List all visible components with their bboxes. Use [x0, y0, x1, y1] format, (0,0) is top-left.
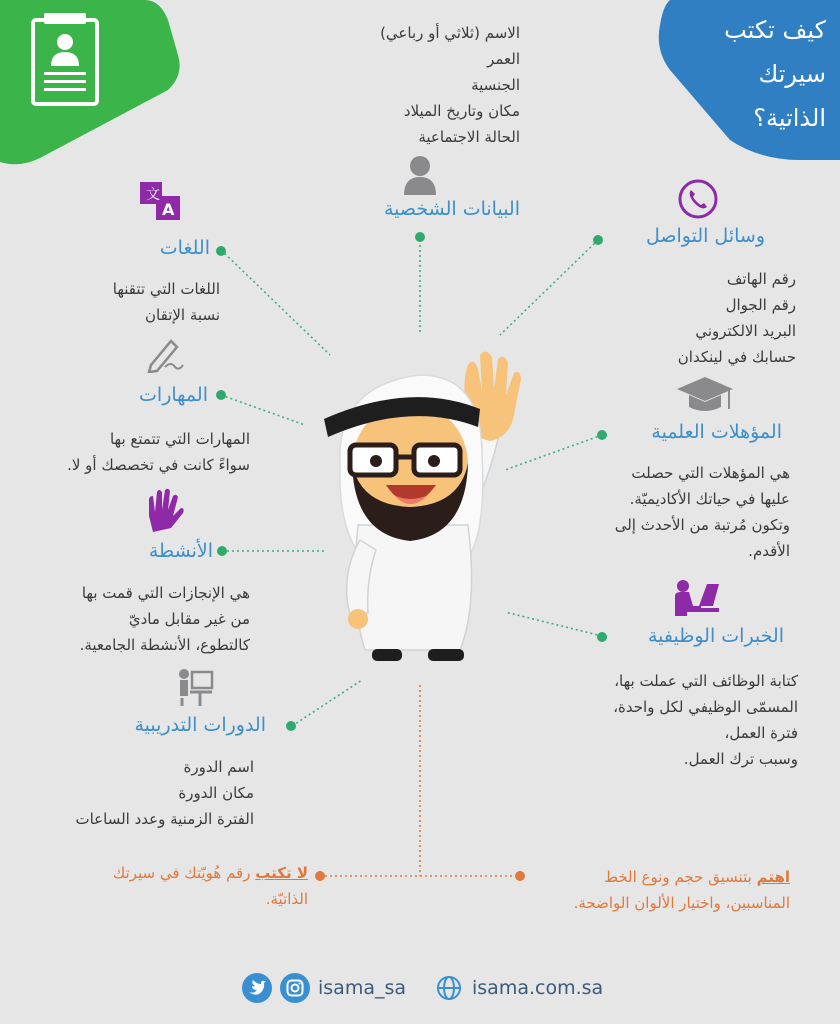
list-item: اللغات التي تتقنها — [112, 280, 220, 298]
note-left-text: رقم هُويّتك في سيرتك — [112, 864, 256, 882]
title-panel — [650, 0, 840, 160]
contact-dot — [593, 235, 603, 245]
list-item: كالتطوع، الأنشطة الجامعية. — [79, 636, 250, 654]
activities-list — [80, 580, 250, 658]
activities-dot — [217, 546, 227, 556]
languages-list — [113, 276, 220, 328]
experience-heading: الخبرات الوظيفية — [647, 625, 784, 647]
list-item: الأقدم. — [748, 542, 790, 560]
graduation-cap-icon — [675, 375, 735, 417]
list-item: الحالة الاجتماعية — [418, 128, 520, 146]
experience-list — [613, 668, 798, 772]
note-right — [574, 864, 790, 916]
laptop-user-icon — [673, 578, 721, 618]
qualifications-heading: المؤهلات العلمية — [651, 421, 782, 443]
personal-dot — [415, 232, 425, 242]
qualifications-dot — [597, 430, 607, 440]
contact-heading: وسائل التواصل — [645, 225, 765, 247]
list-item: فترة العمل، — [724, 724, 798, 742]
note-right-emphasis: اهتم — [756, 868, 790, 886]
pen-icon — [145, 335, 185, 373]
list-item: وسبب ترك العمل. — [683, 750, 798, 768]
contact-list — [678, 266, 796, 370]
list-item: البريد الالكتروني — [695, 322, 796, 340]
list-item: الجنسية — [471, 76, 520, 94]
languages-dot — [216, 246, 226, 256]
list-item: العمر — [487, 50, 520, 68]
note-left — [113, 860, 308, 912]
note-left-emphasis: لا تكتب — [255, 864, 308, 882]
character-illustration — [310, 345, 530, 675]
footer-social — [242, 973, 406, 1003]
list-item: رقم الجوال — [725, 296, 796, 314]
list-item: هي المؤهلات التي حصلت — [631, 464, 790, 482]
languages-heading: اللغات — [159, 237, 210, 259]
list-item: نسبة الإتقان — [145, 306, 220, 324]
skills-heading: المهارات — [139, 384, 208, 406]
globe-icon — [436, 975, 462, 1001]
list-item: هي الإنجازات التي قمت بها — [81, 584, 250, 602]
training-icon — [178, 668, 214, 706]
courses-heading: الدورات التدريبية — [134, 714, 266, 736]
instagram-icon[interactable] — [280, 973, 310, 1003]
list-item: الفترة الزمنية وعدد الساعات — [75, 810, 254, 828]
qualifications-list — [615, 460, 790, 564]
person-icon — [402, 155, 438, 195]
list-item: المسمّى الوظيفي لكل واحدة، — [613, 698, 798, 716]
page-title — [724, 8, 826, 140]
svg-text:文: 文 — [146, 187, 160, 203]
skills-list — [67, 426, 250, 478]
social-handle[interactable]: isama_sa — [318, 977, 407, 999]
courses-list — [75, 754, 254, 832]
experience-dot — [597, 632, 607, 642]
activities-heading: الأنشطة — [148, 540, 213, 562]
hands-icon — [143, 486, 187, 534]
list-item: المهارات التي تتمتع بها — [109, 430, 250, 448]
note-right-text: بتنسيق حجم ونوع الخط — [604, 868, 757, 886]
courses-dot — [286, 721, 296, 731]
list-item: مكان وتاريخ الميلاد — [403, 102, 520, 120]
note-right-line2: المناسبين، واختيار الألوان الواضحة. — [573, 894, 790, 912]
title-line-1: كيف تكتب — [724, 16, 826, 44]
skills-dot — [216, 390, 226, 400]
list-item: من غير مقابل ماديّ — [128, 610, 250, 628]
title-line-2: سيرتك — [758, 60, 826, 88]
corner-decoration — [0, 0, 180, 165]
note-left-line2: الذاتيّة. — [265, 890, 308, 908]
svg-text:A: A — [162, 200, 175, 219]
twitter-icon[interactable] — [242, 973, 272, 1003]
note-left-dot — [315, 871, 325, 881]
translate-icon — [138, 180, 182, 222]
footer-website — [436, 975, 603, 1001]
list-item: كتابة الوظائف التي عملت بها، — [614, 672, 798, 690]
list-item: حسابك في لينكدان — [677, 348, 796, 366]
list-item: عليها في حياتك الأكاديميّة. — [629, 490, 790, 508]
personal-list — [380, 20, 520, 150]
note-right-dot — [515, 871, 525, 881]
list-item: اسم الدورة — [183, 758, 254, 776]
list-item: رقم الهاتف — [726, 270, 796, 288]
list-item: وتكون مُرتبة من الأحدث إلى — [614, 516, 790, 534]
personal-heading: البيانات الشخصية — [383, 198, 520, 220]
list-item: سواءً كانت في تخصصك أو لا. — [67, 456, 250, 474]
phone-icon — [677, 178, 719, 220]
list-item: الاسم (ثلاثي أو رباعي) — [380, 24, 520, 42]
title-line-3: الذاتية؟ — [753, 104, 826, 132]
website-link[interactable]: isama.com.sa — [472, 977, 604, 999]
list-item: مكان الدورة — [178, 784, 254, 802]
